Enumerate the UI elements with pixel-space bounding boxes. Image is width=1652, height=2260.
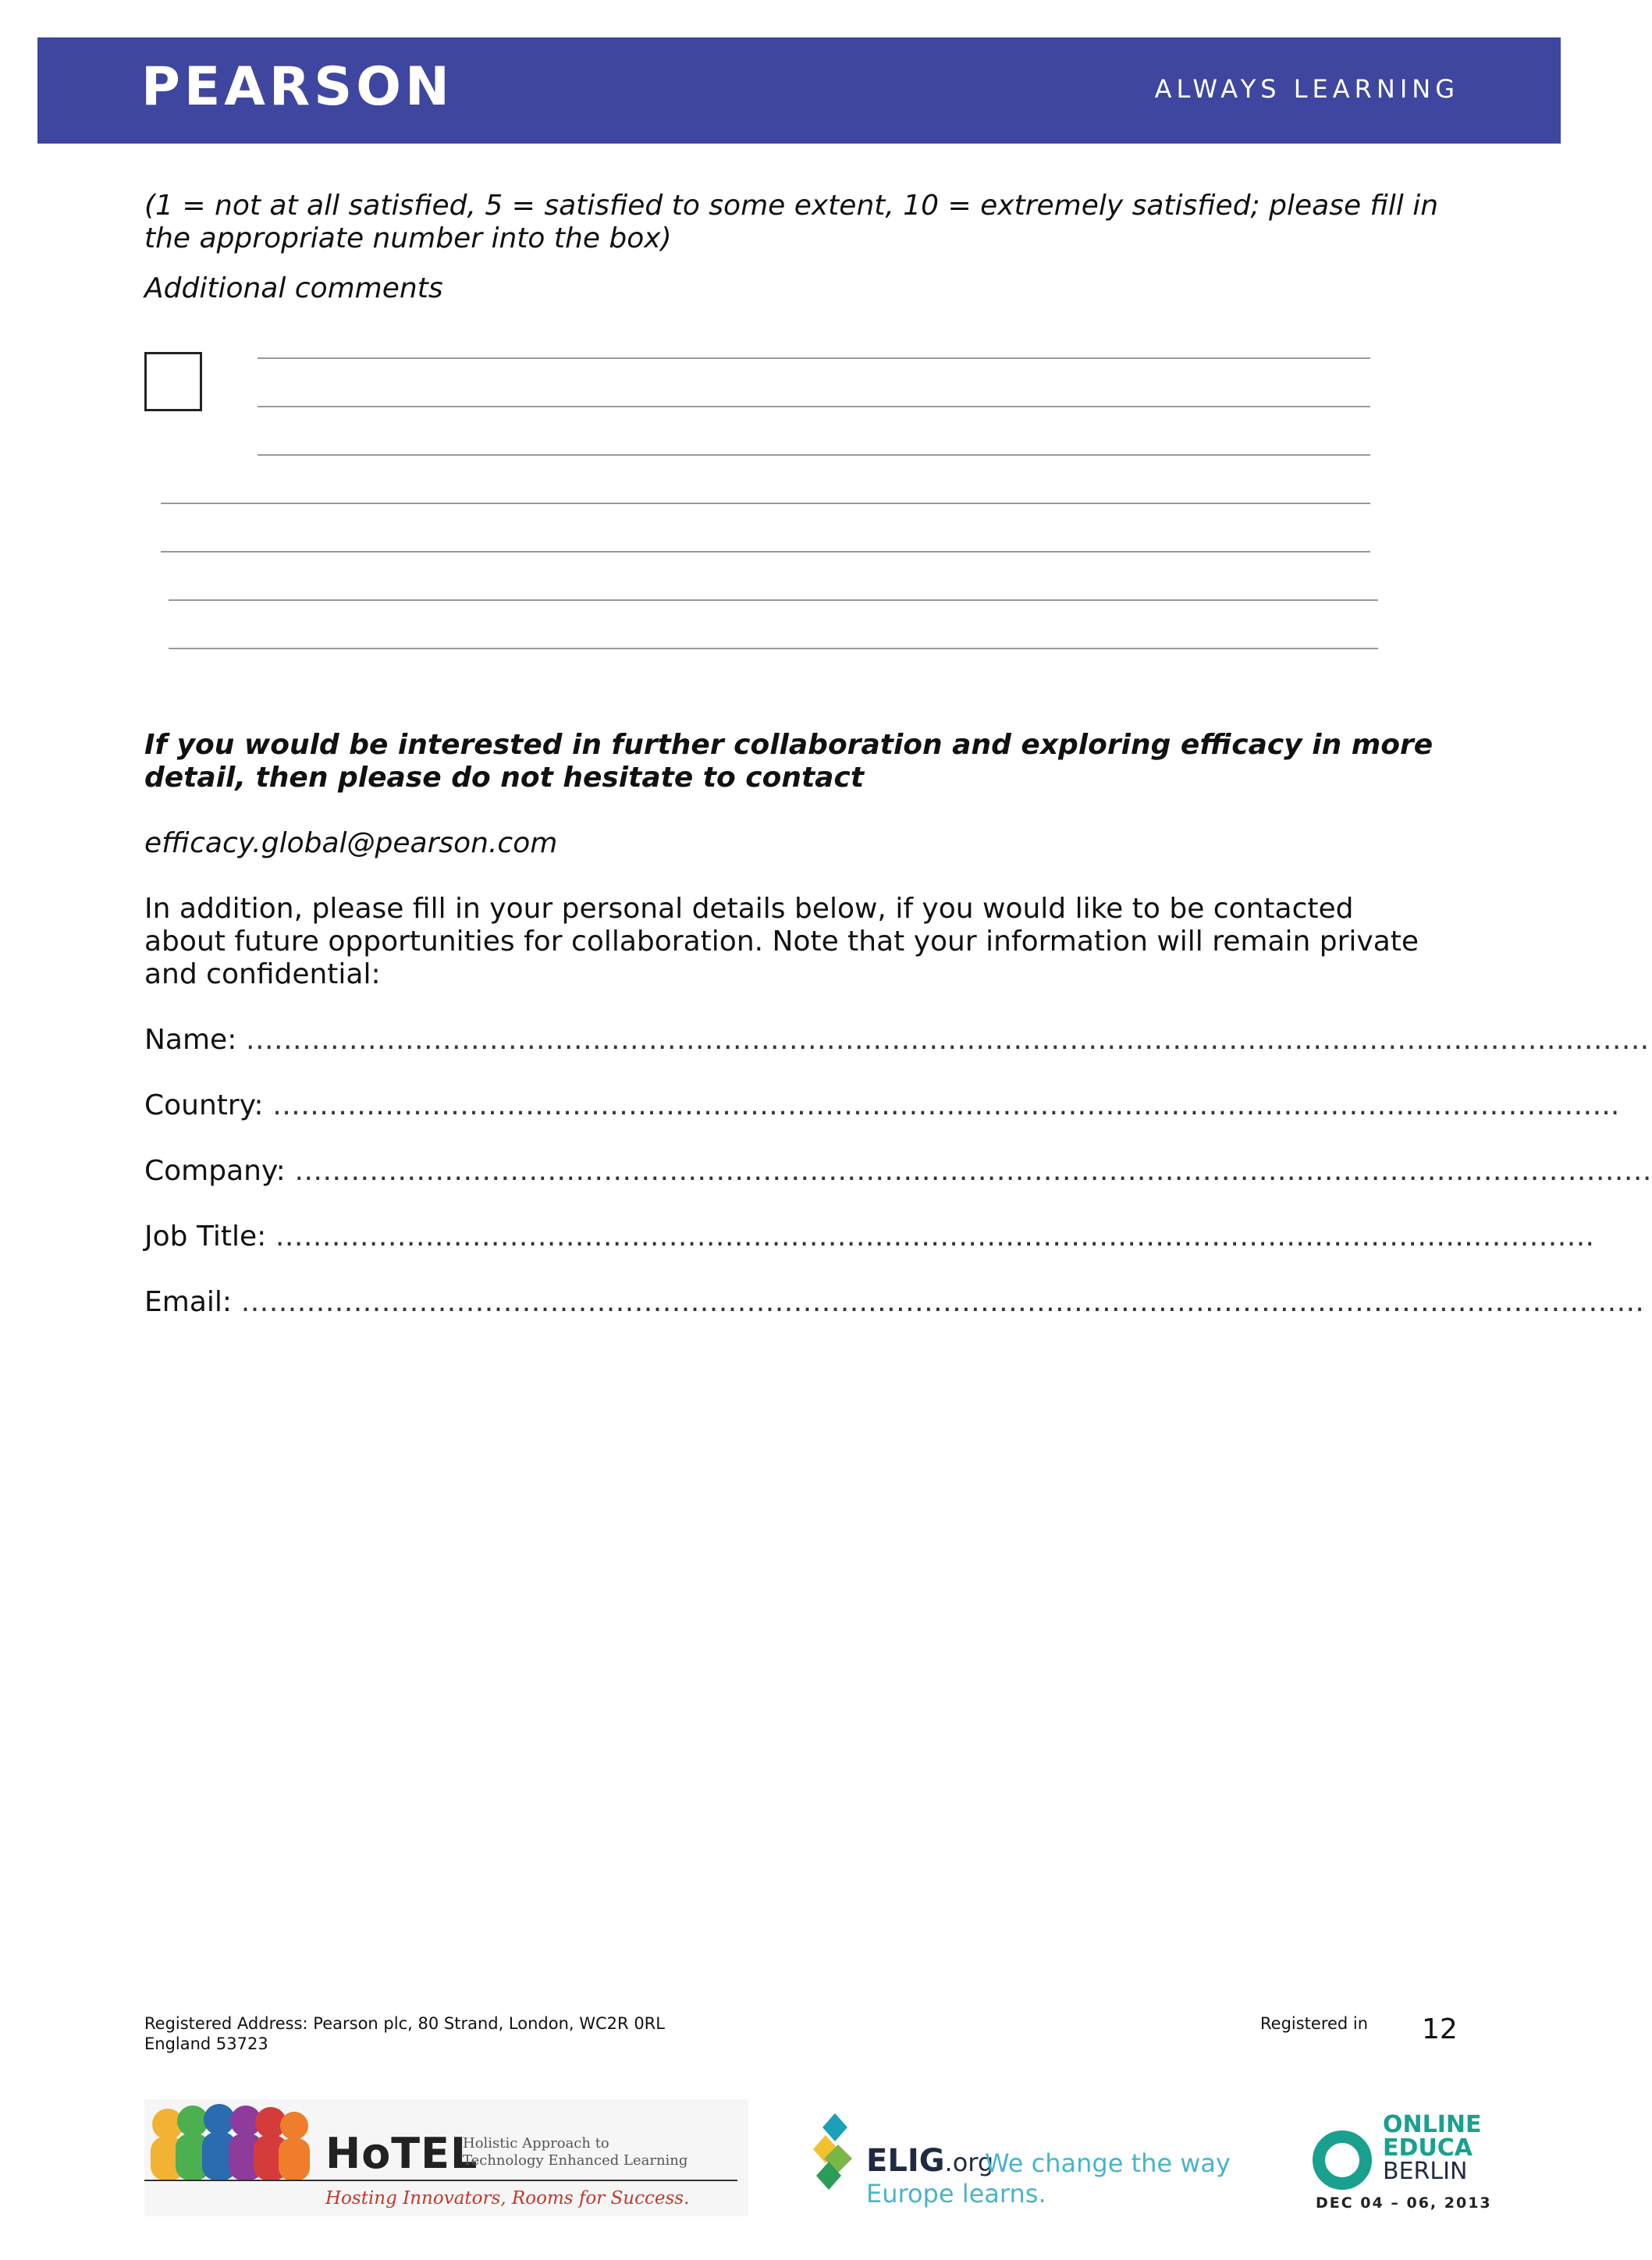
field-label: Company: bbox=[144, 1155, 286, 1187]
email-field[interactable] bbox=[144, 1286, 1644, 1319]
oeb-line: BERLIN bbox=[1383, 2158, 1468, 2185]
pearson-logo: PEARSON bbox=[141, 56, 453, 118]
address-line-2: England 53723 bbox=[144, 2034, 268, 2053]
hotel-divider bbox=[144, 2180, 737, 2181]
header-banner bbox=[37, 37, 1561, 144]
header-tagline: ALWAYS LEARNING bbox=[1154, 74, 1459, 104]
details-intro: In addition, please fill in your personal details below, if you would like to be contacted about future opportunities for collaboration. Note that your information will remain private and confidential: bbox=[144, 893, 1419, 990]
hotel-subtitle-line: Technology Enhanced Learning bbox=[463, 2152, 688, 2169]
oeb-wordmark bbox=[1383, 2113, 1482, 2184]
company-field[interactable] bbox=[144, 1155, 1652, 1188]
elig-word: ELIG bbox=[866, 2143, 945, 2179]
people-heads-icon bbox=[144, 2099, 312, 2180]
field-label: Country: bbox=[144, 1089, 264, 1121]
comment-line[interactable] bbox=[258, 406, 1370, 407]
comment-line[interactable] bbox=[161, 503, 1370, 504]
field-label: Name: bbox=[144, 1024, 237, 1056]
address-line-1: Registered Address: Pearson plc, 80 Strand, London, WC2R 0RL bbox=[144, 2014, 665, 2033]
hotel-subtitle-line: Holistic Approach to bbox=[463, 2135, 609, 2152]
name-field[interactable] bbox=[144, 1024, 1650, 1057]
oeb-date: DEC 04 – 06, 2013 bbox=[1316, 2194, 1492, 2212]
page-number: 12 bbox=[1422, 2013, 1458, 2045]
hotel-logo bbox=[144, 2099, 748, 2216]
registered-in: Registered in bbox=[1260, 2014, 1369, 2033]
collab-heading: If you would be interested in further collaboration and exploring efficacy in more detail, then please do not hesitate to contact bbox=[144, 729, 1434, 794]
oeb-line: EDUCA bbox=[1383, 2134, 1473, 2162]
elig-suffix: .org bbox=[944, 2148, 994, 2177]
elig-logo bbox=[812, 2113, 1233, 2215]
field-dots: ………………………………………………………….……………………………………………………….………………. bbox=[245, 1024, 1650, 1056]
field-dots: ………………………………………………………….…………………………………………………………………… bbox=[294, 1155, 1652, 1187]
comment-line[interactable] bbox=[169, 648, 1378, 649]
oeb-line: ONLINE bbox=[1383, 2111, 1482, 2138]
scale-note: (1 = not at all satisfied, 5 = satisfied to some extent, 10 = extremely satisfied; please fill in the appropriate number into the box) bbox=[144, 190, 1439, 254]
rating-box[interactable] bbox=[144, 352, 202, 411]
hotel-wordmark: HoTEL bbox=[325, 2129, 478, 2178]
hotel-tagline: Hosting Innovators, Rooms for Success. bbox=[325, 2188, 690, 2208]
job-title-field[interactable] bbox=[144, 1221, 1595, 1253]
registered-address bbox=[144, 2013, 665, 2054]
contact-email[interactable]: efficacy.global@pearson.com bbox=[144, 827, 558, 859]
elig-diamond-icon bbox=[812, 2113, 858, 2191]
elig-slogan-line-2: Europe learns. bbox=[866, 2179, 1046, 2208]
elig-slogan-line-1: We change the way bbox=[985, 2148, 1231, 2178]
field-label: Email: bbox=[144, 1286, 233, 1318]
comments-label: Additional comments bbox=[144, 272, 443, 304]
field-dots: ………………………………………………………….………………………………………………………………….. bbox=[272, 1089, 1620, 1121]
online-educa-berlin-logo bbox=[1311, 2113, 1490, 2215]
country-field[interactable] bbox=[144, 1089, 1620, 1122]
comment-line[interactable] bbox=[258, 357, 1370, 359]
comment-line[interactable] bbox=[169, 599, 1378, 601]
field-dots: ………………………………………………………….…………………………………………………….…………. bbox=[275, 1221, 1595, 1253]
comment-line[interactable] bbox=[258, 454, 1370, 456]
elig-wordmark bbox=[866, 2143, 993, 2179]
hotel-subtitle bbox=[463, 2135, 687, 2169]
field-label: Job Title: bbox=[144, 1221, 267, 1253]
comment-line[interactable] bbox=[161, 551, 1370, 553]
oeb-ring-icon bbox=[1311, 2129, 1373, 2191]
field-dots: ………………………………………………………….……………………………………………………….………………. bbox=[240, 1286, 1644, 1318]
